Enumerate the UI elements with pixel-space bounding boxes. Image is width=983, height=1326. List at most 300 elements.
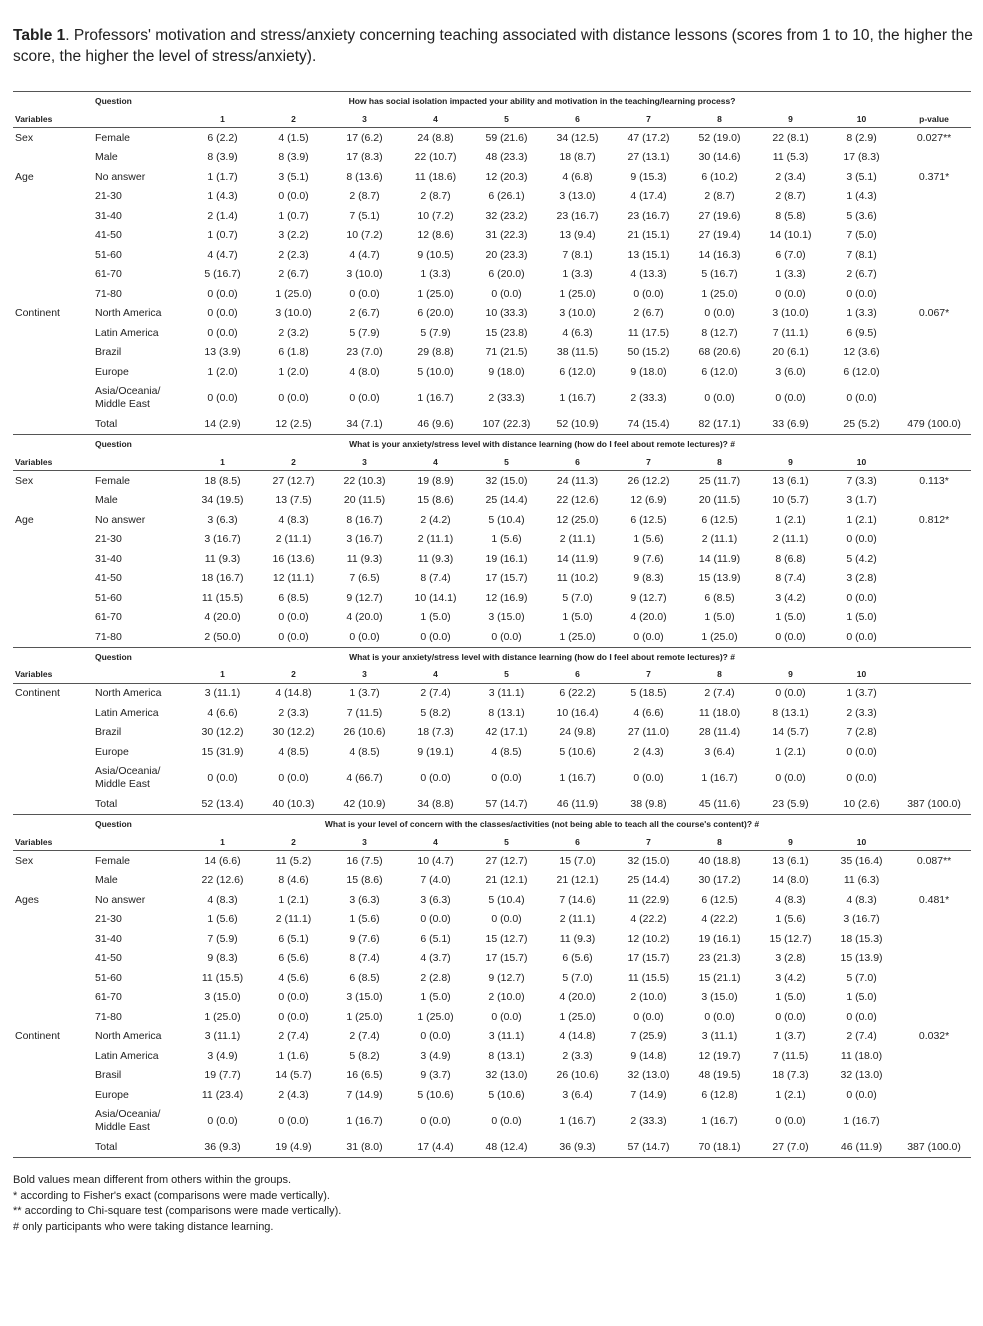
pvalue-cell: 0.087**: [916, 854, 952, 867]
data-cell: 3 (6.4): [562, 1088, 593, 1101]
data-cell: 0 (0.0): [207, 287, 238, 300]
pvalue-cell: [897, 988, 971, 1008]
group-label: [13, 871, 93, 891]
data-cell: 2 (4.2): [420, 513, 451, 526]
pvalue-cell: [897, 627, 971, 647]
table-row: [13, 549, 971, 569]
data-cell: 10 (7.2): [346, 229, 383, 242]
data-cell: 46 (9.6): [400, 415, 471, 435]
data-cell: 25 (5.2): [826, 415, 897, 435]
data-cell: 26 (10.6): [556, 1069, 599, 1082]
data-cell: 3 (4.2): [775, 591, 806, 604]
data-cell: 3 (11.1): [204, 1030, 241, 1043]
table-row: [13, 608, 971, 628]
table-row: [13, 510, 971, 530]
data-cell: 1 (5.6): [207, 913, 238, 926]
row-label: Latin America: [95, 326, 159, 339]
data-cell: 12 (10.2): [627, 932, 670, 945]
data-cell: 2 (11.1): [275, 913, 312, 926]
group-label: [13, 1138, 93, 1158]
data-cell: 0 (0.0): [278, 611, 309, 624]
table-notes: [13, 1173, 963, 1235]
data-cell: 4 (20.0): [204, 611, 241, 624]
data-cell: 4 (8.0): [349, 365, 380, 378]
data-cell: 22 (10.3): [343, 474, 386, 487]
data-cell: 2 (7.4): [704, 687, 735, 700]
data-cell: 8 (13.6): [346, 170, 383, 183]
data-cell: 6 (9.5): [846, 326, 877, 339]
data-cell: 1 (3.3): [420, 268, 451, 281]
data-cell: 2 (2.8): [420, 971, 451, 984]
score-header: 2: [258, 666, 329, 684]
data-cell: 29 (8.8): [417, 346, 454, 359]
data-cell: 8 (13.1): [488, 1049, 525, 1062]
data-cell: 9 (12.7): [630, 591, 667, 604]
table-row: [13, 491, 971, 511]
data-cell: 3 (6.0): [775, 365, 806, 378]
row-label: 31-40: [95, 932, 122, 945]
data-cell: 15 (13.9): [840, 952, 883, 965]
row-label: Europe: [95, 745, 129, 758]
data-cell: 32 (13.0): [485, 1069, 528, 1082]
group-label: [13, 1105, 93, 1138]
group-label: [13, 549, 93, 569]
question-row: [13, 815, 971, 834]
data-cell: 1 (16.7): [843, 1115, 880, 1127]
pvalue-cell: 387 (100.0): [897, 795, 971, 815]
data-cell: 0 (0.0): [207, 326, 238, 339]
data-cell: 1 (2.1): [775, 745, 806, 758]
data-cell: 0 (0.0): [704, 1010, 735, 1023]
data-cell: 1 (16.7): [417, 392, 454, 404]
data-cell: 6 (12.5): [630, 513, 667, 526]
score-header: 2: [258, 453, 329, 471]
pvalue-cell: [897, 491, 971, 511]
data-cell: 31 (8.0): [329, 1138, 400, 1158]
data-cell: 1 (5.0): [420, 611, 451, 624]
row-label: Male: [95, 494, 118, 507]
data-cell: 0 (0.0): [278, 392, 309, 404]
data-cell: 27 (12.7): [272, 474, 315, 487]
data-cell: 7 (14.6): [559, 893, 596, 906]
data-cell: 2 (8.7): [349, 190, 380, 203]
data-cell: 15 (23.8): [485, 326, 528, 339]
data-cell: 27 (7.0): [755, 1138, 826, 1158]
table-row: [13, 1007, 971, 1027]
data-cell: 14 (2.9): [187, 415, 258, 435]
data-cell: 12 (2.5): [258, 415, 329, 435]
row-label-line: Middle East: [95, 1121, 150, 1133]
data-cell: 9 (3.7): [420, 1069, 451, 1082]
data-cell: 4 (1.5): [278, 131, 309, 144]
data-cell: 1 (3.7): [775, 1030, 806, 1043]
group-label: [13, 323, 93, 343]
data-cell: 19 (16.1): [698, 932, 741, 945]
data-cell: 6 (12.0): [701, 365, 738, 378]
question-text: What is your anxiety/stress level with distance learning (how do I feel about remote lectures)? #: [187, 647, 897, 666]
table-row: [13, 304, 971, 324]
data-cell: 3 (2.8): [846, 572, 877, 585]
question-header: Question: [93, 92, 187, 111]
data-cell: 4 (13.3): [630, 268, 667, 281]
score-header: 8: [684, 110, 755, 128]
data-cell: 17 (8.3): [843, 151, 880, 164]
data-cell: 9 (8.3): [633, 572, 664, 585]
score-header: 2: [258, 110, 329, 128]
empty-cell: [13, 92, 93, 111]
row-label: Europe: [95, 365, 129, 378]
data-cell: 0 (0.0): [207, 307, 238, 320]
row-label: 61-70: [95, 611, 122, 624]
row-label: No answer: [95, 893, 146, 906]
row-label: North America: [95, 307, 162, 320]
data-cell: 11 (5.3): [772, 151, 809, 164]
pvalue-cell: [897, 929, 971, 949]
data-cell: 27 (19.6): [698, 209, 741, 222]
data-cell: 46 (11.9): [542, 795, 613, 815]
pvalue-cell: [897, 910, 971, 930]
score-header: 7: [613, 833, 684, 851]
table-row: [13, 703, 971, 723]
data-cell: 8 (7.4): [420, 572, 451, 585]
group-label: [13, 569, 93, 589]
table-row: [13, 265, 971, 285]
data-cell: 15 (12.7): [485, 932, 528, 945]
data-cell: 24 (8.8): [417, 131, 454, 144]
pvalue-cell: [897, 1046, 971, 1066]
data-cell: 8 (7.4): [775, 572, 806, 585]
data-cell: 16 (13.6): [272, 552, 315, 565]
data-cell: 45 (11.6): [684, 795, 755, 815]
data-cell: 3 (6.4): [704, 745, 735, 758]
data-cell: 3 (11.1): [701, 1030, 738, 1043]
data-cell: 3 (2.2): [278, 229, 309, 242]
score-header: 1: [187, 453, 258, 471]
data-cell: 12 (8.6): [417, 229, 454, 242]
data-cell: 11 (15.5): [201, 591, 244, 604]
empty-cell: [13, 815, 93, 834]
table-row: [13, 530, 971, 550]
data-cell: 4 (8.5): [491, 745, 522, 758]
row-label: Female: [95, 131, 131, 144]
data-cell: 11 (15.5): [201, 971, 244, 984]
data-cell: 1 (5.0): [846, 991, 877, 1004]
data-cell: 5 (10.4): [488, 893, 525, 906]
pvalue-cell: [897, 569, 971, 589]
pvalue-cell: [897, 187, 971, 207]
data-cell: 13 (6.1): [772, 854, 809, 867]
data-cell: 3 (10.0): [772, 307, 809, 320]
pvalue-cell: [897, 206, 971, 226]
data-cell: 52 (10.9): [542, 415, 613, 435]
group-label: [13, 795, 93, 815]
data-cell: 12 (6.9): [630, 494, 667, 507]
row-label-line: Asia/Oceania/: [95, 765, 161, 777]
data-cell: 7 (14.9): [346, 1088, 383, 1101]
data-cell: 3 (10.0): [559, 307, 596, 320]
row-label: 21-30: [95, 913, 122, 926]
data-cell: 48 (19.5): [698, 1069, 741, 1082]
group-label: [13, 1085, 93, 1105]
data-cell: 10 (4.7): [417, 854, 454, 867]
data-cell: 3 (15.0): [488, 611, 525, 624]
data-cell: 8 (3.9): [207, 151, 238, 164]
data-cell: 10 (14.1): [414, 591, 457, 604]
score-header: 6: [542, 666, 613, 684]
data-cell: 2 (7.4): [420, 687, 451, 700]
question-row: [13, 647, 971, 666]
question-header: Question: [93, 435, 187, 454]
score-header: 3: [329, 453, 400, 471]
pvalue-cell: [897, 362, 971, 382]
data-cell: 8 (7.4): [349, 952, 380, 965]
data-cell: 11 (17.5): [627, 326, 670, 339]
data-cell: 14 (11.9): [698, 552, 741, 565]
question-text: How has social isolation impacted your ability and motivation in the teaching/learning process?: [187, 92, 897, 111]
group-label: [13, 206, 93, 226]
data-cell: 2 (1.4): [207, 209, 238, 222]
data-cell: 16 (6.5): [346, 1069, 383, 1082]
data-cell: 5 (10.6): [417, 1088, 454, 1101]
pvalue-cell: [897, 683, 971, 703]
data-cell: 0 (0.0): [349, 392, 380, 404]
data-cell: 7 (11.5): [772, 1049, 809, 1062]
data-cell: 2 (3.4): [775, 170, 806, 183]
data-cell: 23 (7.0): [346, 346, 383, 359]
data-cell: 8 (13.1): [772, 706, 809, 719]
row-label: Female: [95, 474, 131, 487]
data-cell: 1 (16.7): [346, 1115, 383, 1127]
data-cell: 1 (16.7): [701, 772, 738, 784]
pvalue-cell: [897, 1105, 971, 1138]
data-cell: 0 (0.0): [846, 533, 877, 546]
data-cell: 1 (2.0): [207, 365, 238, 378]
data-cell: 20 (11.5): [343, 494, 386, 507]
data-cell: 0 (0.0): [491, 772, 522, 784]
table-row: [13, 1105, 971, 1138]
score-header: 7: [613, 110, 684, 128]
data-cell: 6 (8.5): [278, 591, 309, 604]
data-cell: 1 (5.6): [775, 913, 806, 926]
data-cell: 1 (3.7): [846, 687, 877, 700]
data-cell: 2 (6.7): [349, 307, 380, 320]
group-label: [13, 949, 93, 969]
data-cell: 5 (10.4): [488, 513, 525, 526]
data-cell: 1 (25.0): [559, 1010, 596, 1023]
data-cell: 15 (13.9): [698, 572, 741, 585]
data-cell: 1 (5.0): [562, 611, 593, 624]
table-row: [13, 723, 971, 743]
data-cell: 1 (25.0): [559, 287, 596, 300]
data-cell: 32 (23.2): [485, 209, 528, 222]
data-cell: 2 (3.3): [846, 706, 877, 719]
data-cell: 5 (8.2): [420, 706, 451, 719]
data-cell: 3 (2.8): [775, 952, 806, 965]
data-cell: 4 (8.3): [207, 893, 238, 906]
data-cell: 3 (4.9): [207, 1049, 238, 1062]
pvalue-header: [897, 666, 971, 684]
table-row: [13, 762, 971, 795]
group-label: [13, 703, 93, 723]
data-cell: 20 (6.1): [772, 346, 809, 359]
data-cell: 0 (0.0): [846, 591, 877, 604]
data-cell: 11 (18.6): [414, 170, 457, 183]
data-cell: 15 (8.6): [417, 494, 454, 507]
data-cell: 0 (0.0): [278, 1010, 309, 1023]
data-cell: 0 (0.0): [633, 287, 664, 300]
data-cell: 4 (5.6): [278, 971, 309, 984]
pvalue-cell: [897, 245, 971, 265]
data-cell: 0 (0.0): [775, 287, 806, 300]
data-cell: 13 (6.1): [772, 474, 809, 487]
data-cell: 8 (5.8): [775, 209, 806, 222]
table-row: [13, 1066, 971, 1086]
pvalue-header: p-value: [897, 110, 971, 128]
data-cell: 3 (5.1): [278, 170, 309, 183]
data-cell: 3 (16.7): [204, 533, 241, 546]
empty-cell: [897, 647, 971, 666]
data-cell: 0 (0.0): [775, 1115, 806, 1127]
pvalue-cell: [897, 1007, 971, 1027]
data-cell: 74 (15.4): [613, 415, 684, 435]
data-cell: 1 (3.3): [562, 268, 593, 281]
data-cell: 1 (16.7): [559, 1115, 596, 1127]
score-header: 5: [471, 453, 542, 471]
data-cell: 1 (0.7): [207, 229, 238, 242]
row-label: 71-80: [93, 627, 187, 647]
data-cell: 1 (25.0): [417, 1010, 454, 1023]
data-cell: 3 (6.3): [207, 513, 238, 526]
data-cell: 26 (12.2): [627, 474, 670, 487]
score-header: 9: [755, 666, 826, 684]
data-cell: 11 (9.3): [346, 552, 383, 565]
data-cell: 6 (12.5): [701, 893, 738, 906]
data-cell: 0 (0.0): [420, 913, 451, 926]
group-label: [13, 382, 93, 415]
data-cell: 13 (7.5): [275, 494, 312, 507]
row-label: No answer: [95, 170, 146, 183]
group-label: [13, 742, 93, 762]
data-cell: 12 (3.6): [843, 346, 880, 359]
row-label: North America: [95, 687, 162, 700]
data-cell: 40 (18.8): [698, 854, 741, 867]
row-label-line: Asia/Oceania/: [95, 385, 161, 397]
data-cell: 4 (6.8): [562, 170, 593, 183]
table-row: [13, 148, 971, 168]
data-cell: 9 (7.6): [633, 552, 664, 565]
data-cell: 2 (7.4): [846, 1030, 877, 1043]
data-cell: 4 (8.3): [278, 513, 309, 526]
data-cell: 0 (0.0): [846, 772, 877, 784]
data-cell: 42 (17.1): [485, 726, 528, 739]
data-cell: 6 (2.2): [207, 131, 238, 144]
pvalue-cell: [897, 343, 971, 363]
data-cell: 57 (14.7): [471, 795, 542, 815]
note-chi-square: ** according to Chi-square test (comparisons were made vertically).: [13, 1205, 342, 1217]
data-cell: 11 (18.0): [698, 706, 741, 719]
data-cell: 34 (8.8): [400, 795, 471, 815]
data-cell: 0 (0.0): [775, 392, 806, 404]
data-cell: 7 (3.3): [846, 474, 877, 487]
group-label: Age: [15, 170, 34, 183]
data-cell: 11 (6.3): [843, 874, 880, 887]
group-label: [13, 929, 93, 949]
score-header: 3: [329, 110, 400, 128]
data-cell: 1 (25.0): [684, 627, 755, 647]
data-cell: 4 (17.4): [630, 190, 667, 203]
group-label: [13, 187, 93, 207]
pvalue-cell: [897, 762, 971, 795]
table-row: [13, 187, 971, 207]
data-cell: 20 (23.3): [485, 248, 528, 261]
data-cell: 7 (5.1): [349, 209, 380, 222]
row-label-line: Asia/Oceania/: [95, 1108, 161, 1120]
data-cell: 18 (8.5): [204, 474, 241, 487]
data-cell: 1 (5.6): [349, 913, 380, 926]
data-cell: 1 (2.1): [775, 513, 806, 526]
question-header: Question: [93, 647, 187, 666]
score-header: 5: [471, 110, 542, 128]
row-label: Male: [95, 874, 118, 887]
variables-header: Variables: [13, 833, 93, 851]
row-label: Female: [95, 854, 131, 867]
row-label: Europe: [95, 1088, 129, 1101]
score-header: 5: [471, 833, 542, 851]
row-label: Male: [95, 151, 118, 164]
score-header: 6: [542, 833, 613, 851]
data-cell: 1 (2.1): [775, 1088, 806, 1101]
row-label: Total: [93, 415, 187, 435]
pvalue-cell: [897, 1085, 971, 1105]
row-label: [93, 382, 187, 415]
data-cell: 0 (0.0): [329, 627, 400, 647]
data-cell: 4 (8.3): [775, 893, 806, 906]
data-cell: 1 (3.3): [775, 268, 806, 281]
data-cell: 9 (12.7): [488, 971, 525, 984]
data-cell: 5 (7.0): [846, 971, 877, 984]
group-label: [13, 627, 93, 647]
data-cell: 12 (20.3): [485, 170, 528, 183]
data-cell: 34 (12.5): [556, 131, 599, 144]
table-caption: [13, 25, 975, 67]
data-cell: 2 (33.3): [488, 392, 525, 404]
data-cell: 32 (15.0): [627, 854, 670, 867]
table-row: [13, 284, 971, 304]
data-cell: 1 (3.7): [349, 687, 380, 700]
data-cell: 32 (15.0): [485, 474, 528, 487]
note-distance: # only participants who were taking distance learning.: [13, 1220, 274, 1233]
data-cell: 1 (25.0): [542, 627, 613, 647]
data-cell: 10 (2.6): [826, 795, 897, 815]
data-cell: 11 (9.3): [559, 932, 596, 945]
data-cell: 1 (5.6): [633, 533, 664, 546]
group-label: Sex: [15, 474, 34, 487]
pvalue-cell: [897, 284, 971, 304]
empty-cell: [897, 815, 971, 834]
data-cell: 52 (19.0): [698, 131, 741, 144]
data-cell: 1 (25.0): [204, 1010, 241, 1023]
score-header: 8: [684, 666, 755, 684]
data-cell: 8 (3.9): [278, 151, 309, 164]
data-cell: 2 (8.7): [775, 190, 806, 203]
data-cell: 21 (12.1): [485, 874, 528, 887]
data-cell: 0 (0.0): [704, 307, 735, 320]
data-cell: 8 (12.7): [701, 326, 738, 339]
data-cell: 0 (0.0): [278, 190, 309, 203]
data-cell: 0 (0.0): [633, 772, 664, 784]
data-cell: 17 (15.7): [485, 572, 528, 585]
table-row: [13, 206, 971, 226]
